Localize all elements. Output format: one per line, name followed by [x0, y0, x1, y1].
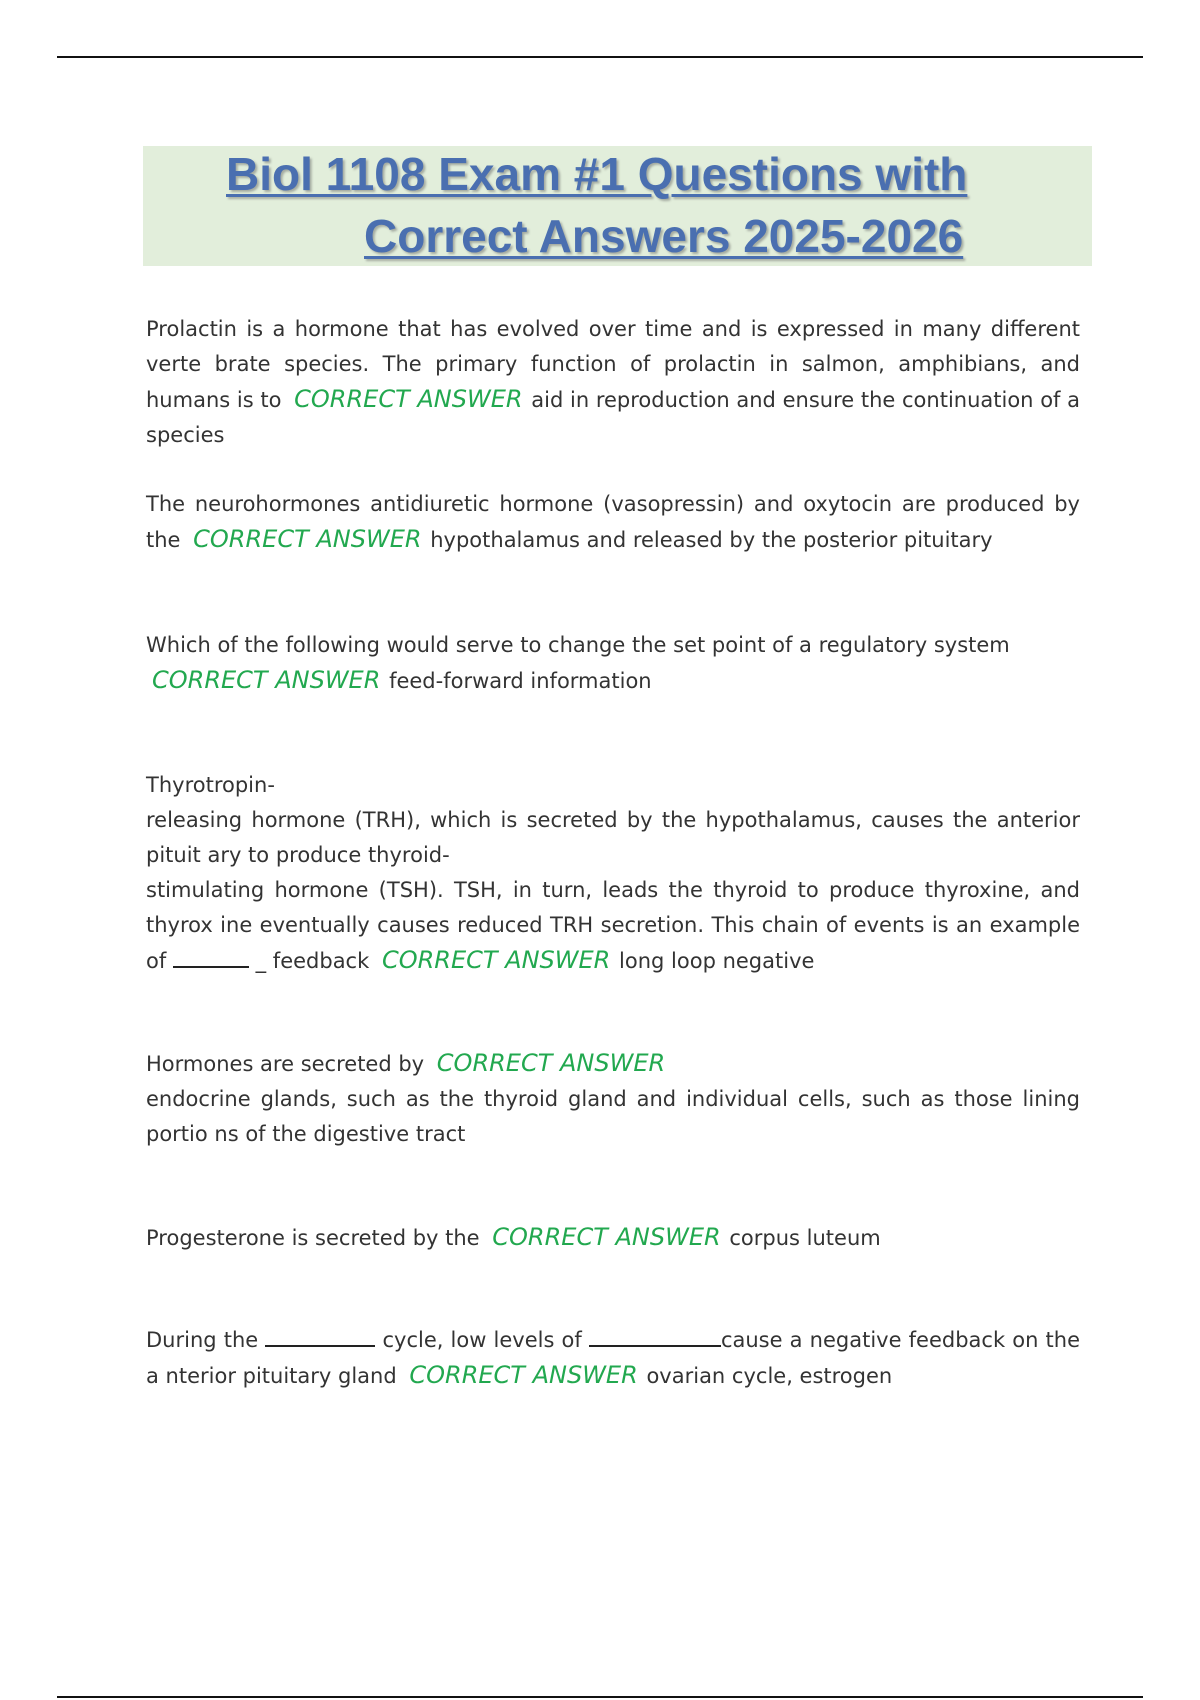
correct-answer-label: CORRECT ANSWER — [294, 385, 523, 413]
qa-item-5 — [146, 1046, 1080, 1152]
answer-text: endocrine glands, such as the thyroid gland and individual cells, such as those lining portio ns of the digestive tract — [146, 1087, 1080, 1146]
correct-answer-label: CORRECT ANSWER — [152, 666, 381, 694]
fill-blank — [589, 1327, 721, 1347]
correct-answer-label: CORRECT ANSWER — [492, 1223, 721, 1251]
answer-text: aid in reproduction and ensure the continuation of a species — [146, 388, 1080, 447]
top-rule — [57, 56, 1143, 58]
answer-text: corpus luteum — [729, 1226, 881, 1250]
answer-text: long loop negative — [619, 949, 815, 973]
answer-text: hypothalamus and released by the posterior pituitary — [430, 528, 993, 552]
qa-item-2 — [146, 487, 1080, 558]
question-text-part-1: During the — [146, 1328, 259, 1352]
correct-answer-label: CORRECT ANSWER — [193, 525, 422, 553]
fill-blank — [265, 1327, 375, 1347]
qa-item-1 — [146, 312, 1080, 453]
question-text: Prolactin is a hormone that has evolved over time and is expressed in many different verte brate species. The primary function of prolactin in salmon, amphibians, and humans is to — [146, 317, 1080, 412]
qa-item-4 — [146, 768, 1080, 979]
qa-item-3 — [146, 628, 1080, 699]
correct-answer-label: CORRECT ANSWER — [409, 1361, 638, 1389]
correct-answer-label: CORRECT ANSWER — [381, 946, 611, 974]
question-text-line-3: stimulating hormone (TSH). TSH, in turn, leads the thyroid to produce thyroxine, and thyrox ine eventually causes reduced TRH secretion. This chain of events is an example of — [146, 878, 1080, 973]
correct-answer-label: CORRECT ANSWER — [436, 1049, 666, 1077]
bottom-rule — [57, 1696, 1143, 1698]
question-text-part-3: cause a negative feedback on the a nterior pituitary gland — [146, 1328, 1080, 1388]
answer-text: feed-forward information — [389, 669, 652, 693]
question-text: Which of the following would serve to change the set point of a regulatory system — [146, 633, 1010, 657]
question-text: The neurohormones antidiuretic hormone (vasopressin) and oxytocin are produced by the — [146, 492, 1080, 552]
fill-blank — [173, 948, 249, 968]
question-text-line-1: Thyrotropin- — [146, 773, 275, 797]
qa-item-7 — [146, 1323, 1080, 1394]
question-text-part-2: cycle, low levels of — [382, 1328, 582, 1352]
question-text: Hormones are secreted by — [146, 1052, 425, 1076]
question-text: Progesterone is secreted by the — [146, 1226, 480, 1250]
qa-item-6 — [146, 1220, 1080, 1256]
page-title-line-1: Biol 1108 Exam #1 Questions with — [226, 148, 968, 200]
page-title-line-2: Correct Answers 2025-2026 — [364, 210, 964, 262]
question-text-tail: _ feedback — [255, 949, 370, 973]
question-text-line-2: releasing hormone (TRH), which is secreted by the hypothalamus, causes the anterior pituit ary to produce thyroid- — [146, 808, 1080, 867]
answer-text: ovarian cycle, estrogen — [646, 1364, 893, 1388]
